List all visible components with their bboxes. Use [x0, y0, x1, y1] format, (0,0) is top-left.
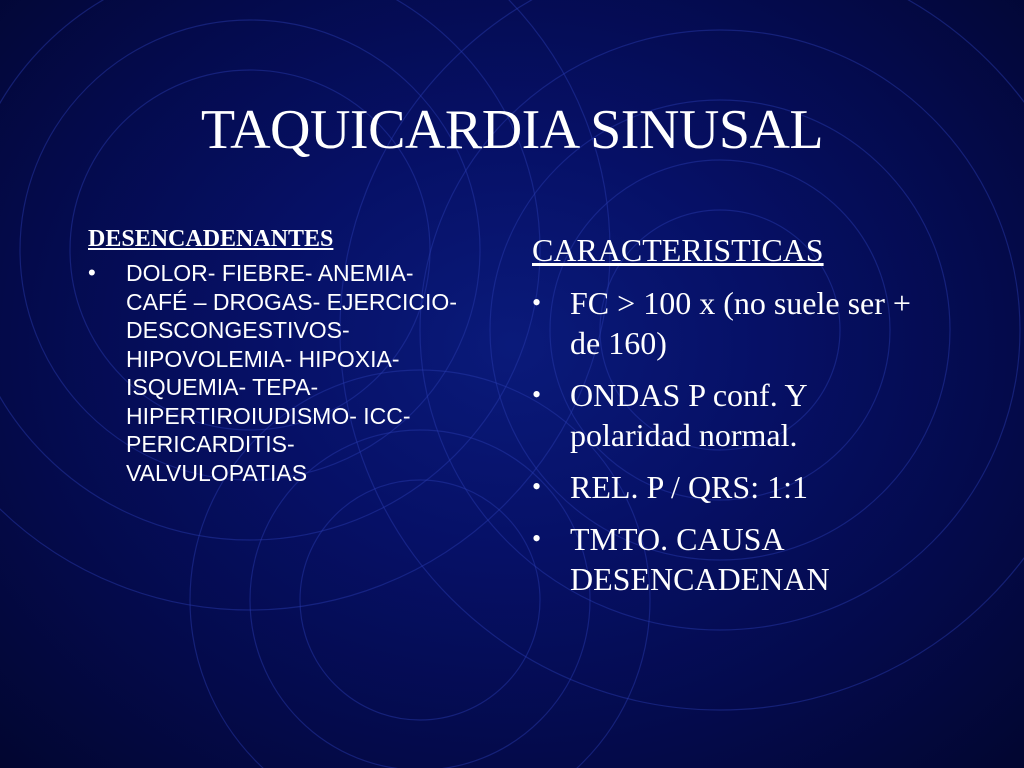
- list-item-text: ONDAS P conf. Y polaridad normal.: [570, 377, 807, 453]
- bullet-icon: •: [88, 260, 96, 285]
- list-item: [88, 259, 488, 487]
- desencadenantes-heading: DESENCADENANTES: [88, 226, 334, 252]
- caracteristicas-list: [532, 283, 932, 599]
- right-column: [532, 232, 932, 611]
- bullet-icon: •: [532, 288, 542, 317]
- slide-title: TAQUICARDIA SINUSAL: [200, 99, 824, 161]
- list-item-text: TMTO. CAUSA DESENCADENAN: [570, 521, 830, 597]
- list-item-text: REL. P / QRS: 1:1: [570, 469, 808, 505]
- bullet-icon: •: [532, 472, 542, 501]
- list-item: [532, 375, 932, 455]
- bullet-icon: •: [532, 380, 542, 409]
- list-item: [532, 519, 932, 599]
- list-item: [532, 467, 932, 507]
- list-item: [532, 283, 932, 363]
- bullet-icon: •: [532, 524, 542, 553]
- desencadenantes-text: DOLOR- FIEBRE- ANEMIA- CAFÉ – DROGAS- EJERCICIO- DESCONGESTIVOS- HIPOVOLEMIA- HIPOXIA- ISQUEMIA- TEPA- HIPERTIROIUDISMO- ICC- PERICARDITIS- VALVULOPATIAS: [126, 260, 457, 486]
- left-column: [88, 226, 488, 487]
- caracteristicas-heading: CARACTERISTICAS: [532, 232, 824, 268]
- list-item-text: FC > 100 x (no suele ser + de 160): [570, 285, 911, 361]
